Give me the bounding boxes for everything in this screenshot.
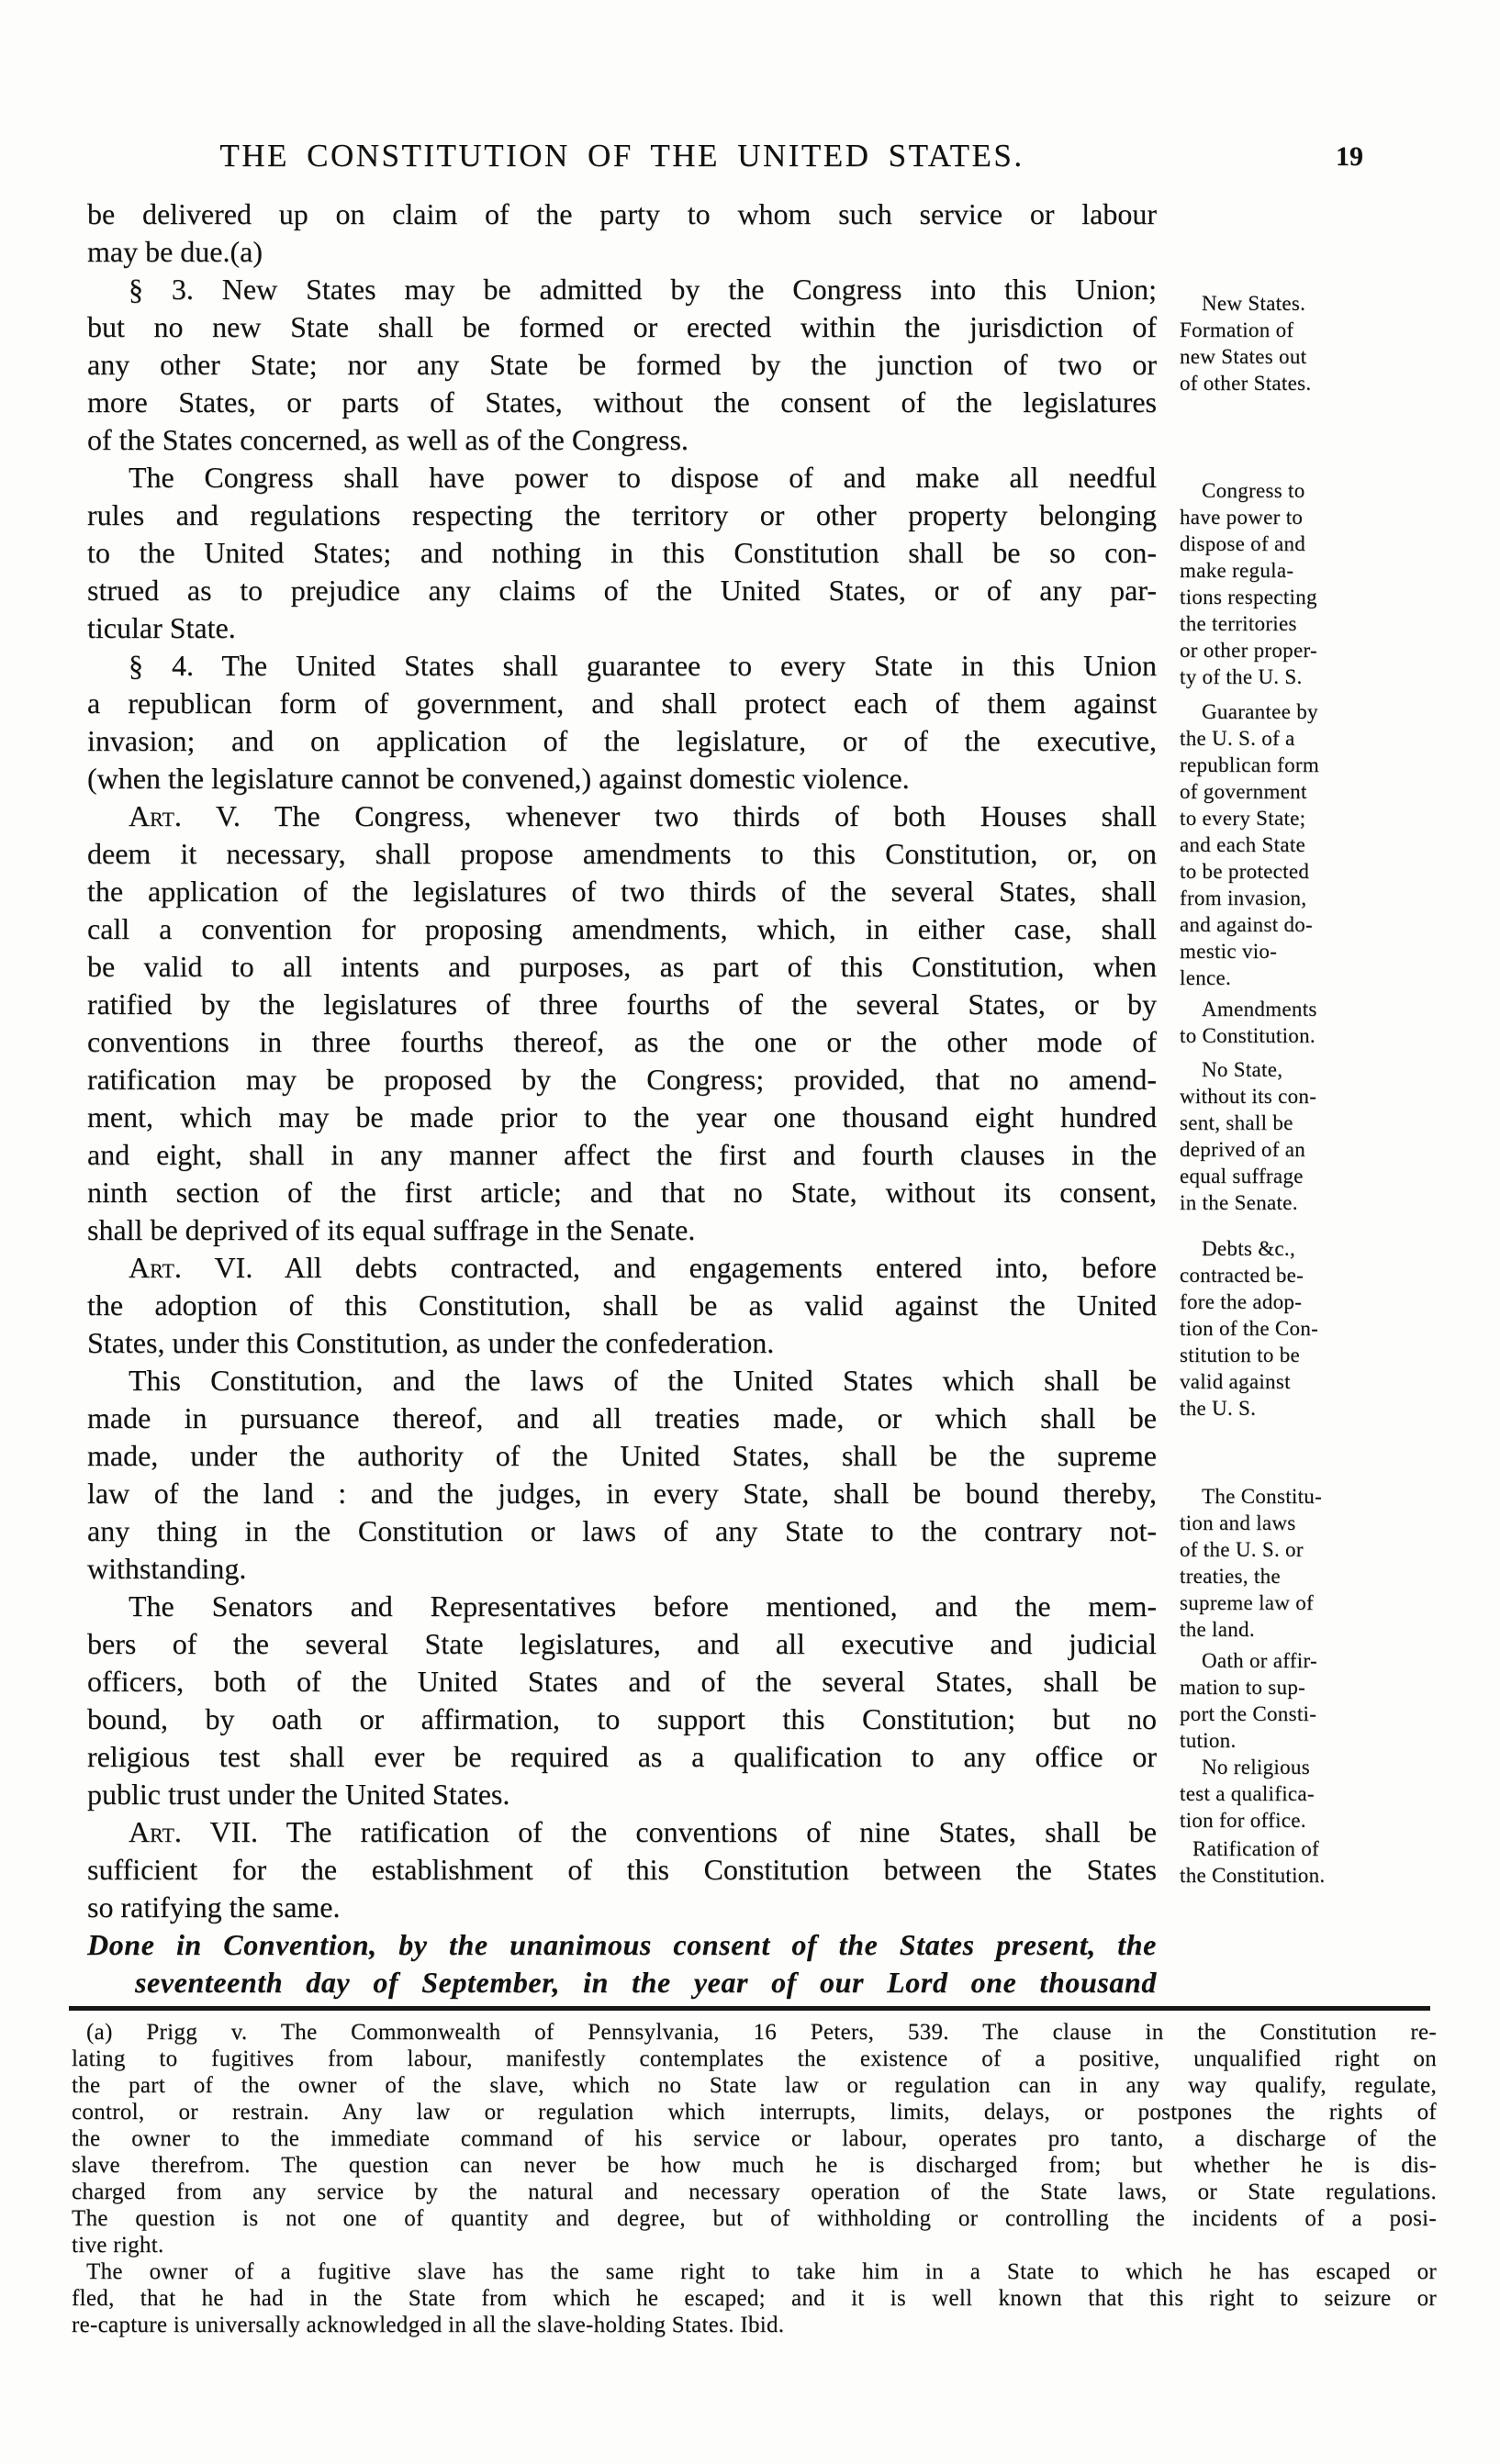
text-line: have power to [1180, 506, 1304, 529]
text-line: Debts &c., [1202, 1237, 1296, 1260]
page-number: 19 [1336, 141, 1363, 172]
text-line [87, 797, 1157, 835]
text-line: contracted be- [1180, 1264, 1304, 1287]
text-line: treaties, the [1180, 1565, 1281, 1588]
page-title: THE CONSTITUTION OF THE UNITED STATES. [219, 138, 1024, 173]
text-line: any other State; nor any State be formed by the junction of two or [87, 348, 1157, 381]
text-line: New States. [1202, 292, 1306, 315]
text-line: charged from any service by the natural and necessary operation of the State laws, or State regulations. [72, 2180, 1437, 2204]
text-line: tions respecting [1180, 585, 1317, 608]
paragraph-section-3 [87, 271, 1157, 459]
paragraph-lines [87, 835, 1157, 1249]
text-line: ratification may be proposed by the Congress; provided, that no amend- [87, 1063, 1157, 1096]
text-line: law of the land : and the judges, in every State, shall be bound thereby, [87, 1477, 1157, 1510]
text-line: strued as to prejudice any claims of the United States, or of any par- [87, 574, 1157, 607]
main-text-column [87, 195, 1157, 2001]
paragraph-lines [87, 271, 1157, 459]
text-line: of the States concerned, as well as of the Congress. [87, 423, 688, 456]
paragraph-supreme-law [87, 1362, 1157, 1588]
text-line: The Constitu- [1202, 1485, 1323, 1508]
paragraph-section-4 [87, 647, 1157, 797]
text-line: bound, by oath or affirmation, to support this Constitution; but no [87, 1702, 1157, 1735]
text-line: the adoption of this Constitution, shall be as valid against the United [87, 1288, 1157, 1321]
text-line: withstanding. [87, 1552, 247, 1585]
text-line: public trust under the United States. [87, 1778, 510, 1811]
article-label: Art. V. [129, 799, 241, 832]
paragraph-lines [87, 459, 1157, 647]
footnote-section [72, 2019, 1437, 2338]
text-line: without its con- [1180, 1085, 1317, 1108]
paragraph-article-7 [87, 1813, 1157, 1926]
text-line: Guarantee by [1202, 700, 1318, 723]
text-line: Amendments [1202, 998, 1317, 1020]
text-line: the territories [1180, 612, 1297, 635]
text-line [87, 1249, 1157, 1287]
text-line: the Constitution. [1180, 1864, 1326, 1887]
text-line: The owner of a fugitive slave has the same right to take him in a State to which he has escaped or [86, 2259, 1437, 2284]
margin-note-no-state [1180, 1056, 1418, 1216]
done-in-convention-block [87, 1926, 1157, 2001]
paragraph-oath [87, 1588, 1157, 1813]
margin-note-new-states [1180, 290, 1418, 396]
margin-note-guarantee [1180, 698, 1418, 991]
text-line: and against do- [1180, 913, 1314, 936]
text-line: more States, or parts of States, without the consent of the legislatures [87, 385, 1157, 418]
text-line: § 4. The United States shall guarantee to every State in this Union [129, 649, 1157, 682]
text-line: stitution to be [1180, 1343, 1300, 1366]
text-line: The Congress shall have power to dispose of and make all needful [129, 461, 1157, 494]
text-line: sent, shall be [1180, 1111, 1293, 1134]
text-line: (a) Prigg v. The Commonwealth of Pennsylvania, 16 Peters, 539. The clause in the Constitution re- [86, 2020, 1437, 2045]
text-line: valid against [1180, 1370, 1291, 1393]
text-line: the part of the owner of the slave, which no State law or regulation can in any way qualify, regulate, [72, 2073, 1437, 2098]
text-line: Ratification of [1192, 1837, 1319, 1860]
margin-note-religious-test [1180, 1754, 1418, 1834]
paragraph-lines [87, 1362, 1157, 1588]
text-line: religious test shall ever be required as a qualification to any office or [87, 1740, 1157, 1773]
text-line: shall be deprived of its equal suffrage in the Senate. [87, 1213, 696, 1246]
text-line: lence. [1180, 966, 1232, 989]
text-line: The Senators and Representatives before mentioned, and the mem- [129, 1589, 1157, 1622]
article-label: Art. VII. [129, 1815, 258, 1848]
text-line: the U. S. of a [1180, 727, 1295, 750]
paragraph-fugitive-clause [87, 195, 1157, 271]
text-line: conventions in three fourths thereof, as the one or the other mode of [87, 1025, 1157, 1058]
margin-note-oath [1180, 1647, 1418, 1754]
text-line: ninth section of the first article; and that no State, without its consent, [87, 1176, 1157, 1209]
text-line: (when the legislature cannot be convened,) against domestic violence. [87, 762, 910, 795]
text-line: seventeenth day of September, in the year of our Lord one thousand [135, 1966, 1157, 1999]
margin-note-debts [1180, 1235, 1418, 1422]
text-line: but no new State shall be formed or erected within the jurisdiction of [87, 310, 1157, 343]
text-line: made, under the authority of the United States, shall be the supreme [87, 1439, 1157, 1472]
text-line: call a convention for proposing amendments, which, in either case, shall [87, 912, 1157, 945]
text-line: of the U. S. or [1180, 1538, 1304, 1561]
text-line: control, or restrain. Any law or regulation which interrupts, limits, delays, or postpones the rights of [72, 2100, 1437, 2124]
text-line: tive right. [72, 2233, 164, 2258]
article-lead-text: The ratification of the conventions of nine States, shall be [257, 1815, 1158, 1848]
text-line: sufficient for the establishment of this Constitution between the States [87, 1853, 1157, 1886]
paragraph-lines [87, 1851, 1157, 1926]
margin-note-supreme-law [1180, 1483, 1418, 1643]
text-line: made in pursuance thereof, and all treaties made, or which shall be [87, 1401, 1157, 1434]
text-line: fled, that he had in the State from which he escaped; and it is well known that this right to seizure or [72, 2286, 1437, 2311]
paragraph-article-5 [87, 797, 1157, 1249]
text-line: slave therefrom. The question can never be how much he is discharged from; but whether he is dis- [72, 2153, 1437, 2178]
text-line: from invasion, [1180, 886, 1307, 909]
text-line: rules and regulations respecting the territory or other property belonging [87, 498, 1157, 531]
text-line: of government [1180, 780, 1307, 803]
text-line: be valid to all intents and purposes, as part of this Constitution, when [87, 950, 1157, 983]
text-line: and eight, shall in any manner affect the first and fourth clauses in the [87, 1138, 1157, 1171]
article-label: Art. VI. [129, 1251, 253, 1284]
text-line: to Constitution. [1180, 1024, 1315, 1047]
text-line [87, 1813, 1157, 1851]
text-line: the application of the legislatures of two thirds of the several States, shall [87, 875, 1157, 908]
text-line: the owner to the immediate command of his service or labour, operates pro tanto, a discharge of the [72, 2126, 1437, 2151]
text-line: This Constitution, and the laws of the United States which shall be [129, 1364, 1157, 1397]
text-line: or other proper- [1180, 639, 1317, 662]
text-line: No State, [1202, 1058, 1283, 1081]
text-line: Oath or affir- [1202, 1649, 1317, 1672]
text-line: make regula- [1180, 559, 1294, 582]
text-line: No religious [1202, 1756, 1310, 1778]
text-line: re-capture is universally acknowledged in all the slave-holding States. Ibid. [72, 2313, 785, 2337]
text-line: any thing in the Constitution or laws of any State to the contrary not- [87, 1514, 1157, 1547]
text-line: may be due.(a) [87, 235, 263, 268]
text-line: invasion; and on application of the legislature, or of the executive, [87, 724, 1157, 757]
text-line: supreme law of [1180, 1591, 1314, 1614]
text-line: Formation of [1180, 318, 1294, 341]
article-lead-text: All debts contracted, and engagements entered into, before [252, 1251, 1158, 1284]
margin-note-ratification [1180, 1835, 1418, 1889]
text-line: new States out [1180, 345, 1307, 368]
text-line: port the Consti- [1180, 1702, 1317, 1725]
text-line: ratified by the legislatures of three fourths of the several States, or by [87, 987, 1157, 1020]
text-line: to the United States; and nothing in this Constitution shall be so con- [87, 536, 1157, 569]
margin-note-congress-power [1180, 477, 1418, 690]
footnote-divider-rule [69, 2006, 1430, 2011]
text-line: mestic vio- [1180, 940, 1278, 963]
text-line: fore the adop- [1180, 1290, 1303, 1313]
paragraph-article-6 [87, 1249, 1157, 1362]
text-line: Congress to [1202, 479, 1305, 502]
text-line: tion for office. [1180, 1809, 1306, 1832]
text-line: be delivered up on claim of the party to whom such service or labour [87, 197, 1157, 230]
footnote-paragraph-prigg [72, 2019, 1437, 2258]
text-line: tion of the Con- [1180, 1317, 1319, 1340]
paragraph-lines [87, 1287, 1157, 1362]
paragraph-lines [87, 1588, 1157, 1813]
text-line: a republican form of government, and shall protect each of them against [87, 686, 1157, 719]
text-line: tution. [1180, 1729, 1237, 1752]
text-line: ment, which may be made prior to the year one thousand eight hundred [87, 1100, 1157, 1133]
footnote-paragraph-owner [72, 2258, 1437, 2338]
text-line: ticular State. [87, 611, 236, 644]
text-line: and each State [1180, 833, 1306, 856]
text-line: deem it necessary, shall propose amendments to this Constitution, or, on [87, 837, 1157, 870]
text-line: The question is not one of quantity and degree, but of withholding or controlling the incidents of a posi- [72, 2206, 1437, 2231]
paragraph-lines [87, 647, 1157, 797]
text-line: to be protected [1180, 860, 1310, 883]
text-line: tion and laws [1180, 1511, 1296, 1534]
text-line: of other States. [1180, 372, 1312, 395]
paragraph-territory-power [87, 459, 1157, 647]
text-line: mation to sup- [1180, 1676, 1306, 1699]
text-line: officers, both of the United States and of the several States, shall be [87, 1665, 1157, 1698]
text-line: bers of the several State legislatures, and all executive and judicial [87, 1627, 1157, 1660]
text-line: republican form [1180, 753, 1320, 776]
text-line: Done in Convention, by the unanimous consent of the States present, the [87, 1928, 1157, 1961]
text-line: dispose of and [1180, 532, 1306, 555]
text-line: test a qualifica- [1180, 1782, 1315, 1805]
article-lead-text: The Congress, whenever two thirds of both Houses shall [240, 799, 1157, 832]
text-line: deprived of an [1180, 1138, 1306, 1161]
text-line: the U. S. [1180, 1397, 1257, 1420]
margin-note-amendments [1180, 996, 1418, 1049]
text-line: the land. [1180, 1618, 1255, 1641]
text-line: States, under this Constitution, as under the confederation. [87, 1326, 775, 1359]
text-line: § 3. New States may be admitted by the Congress into this Union; [129, 273, 1157, 306]
text-line: equal suffrage [1180, 1165, 1304, 1187]
text-line: lating to fugitives from labour, manifestly contemplates the existence of a positive, unqualified right on [72, 2046, 1437, 2071]
text-line: to every State; [1180, 807, 1306, 830]
text-line: ty of the U. S. [1180, 665, 1303, 688]
text-line: so ratifying the same. [87, 1890, 341, 1923]
text-line: in the Senate. [1180, 1191, 1298, 1214]
paragraph-lines [87, 195, 1157, 271]
